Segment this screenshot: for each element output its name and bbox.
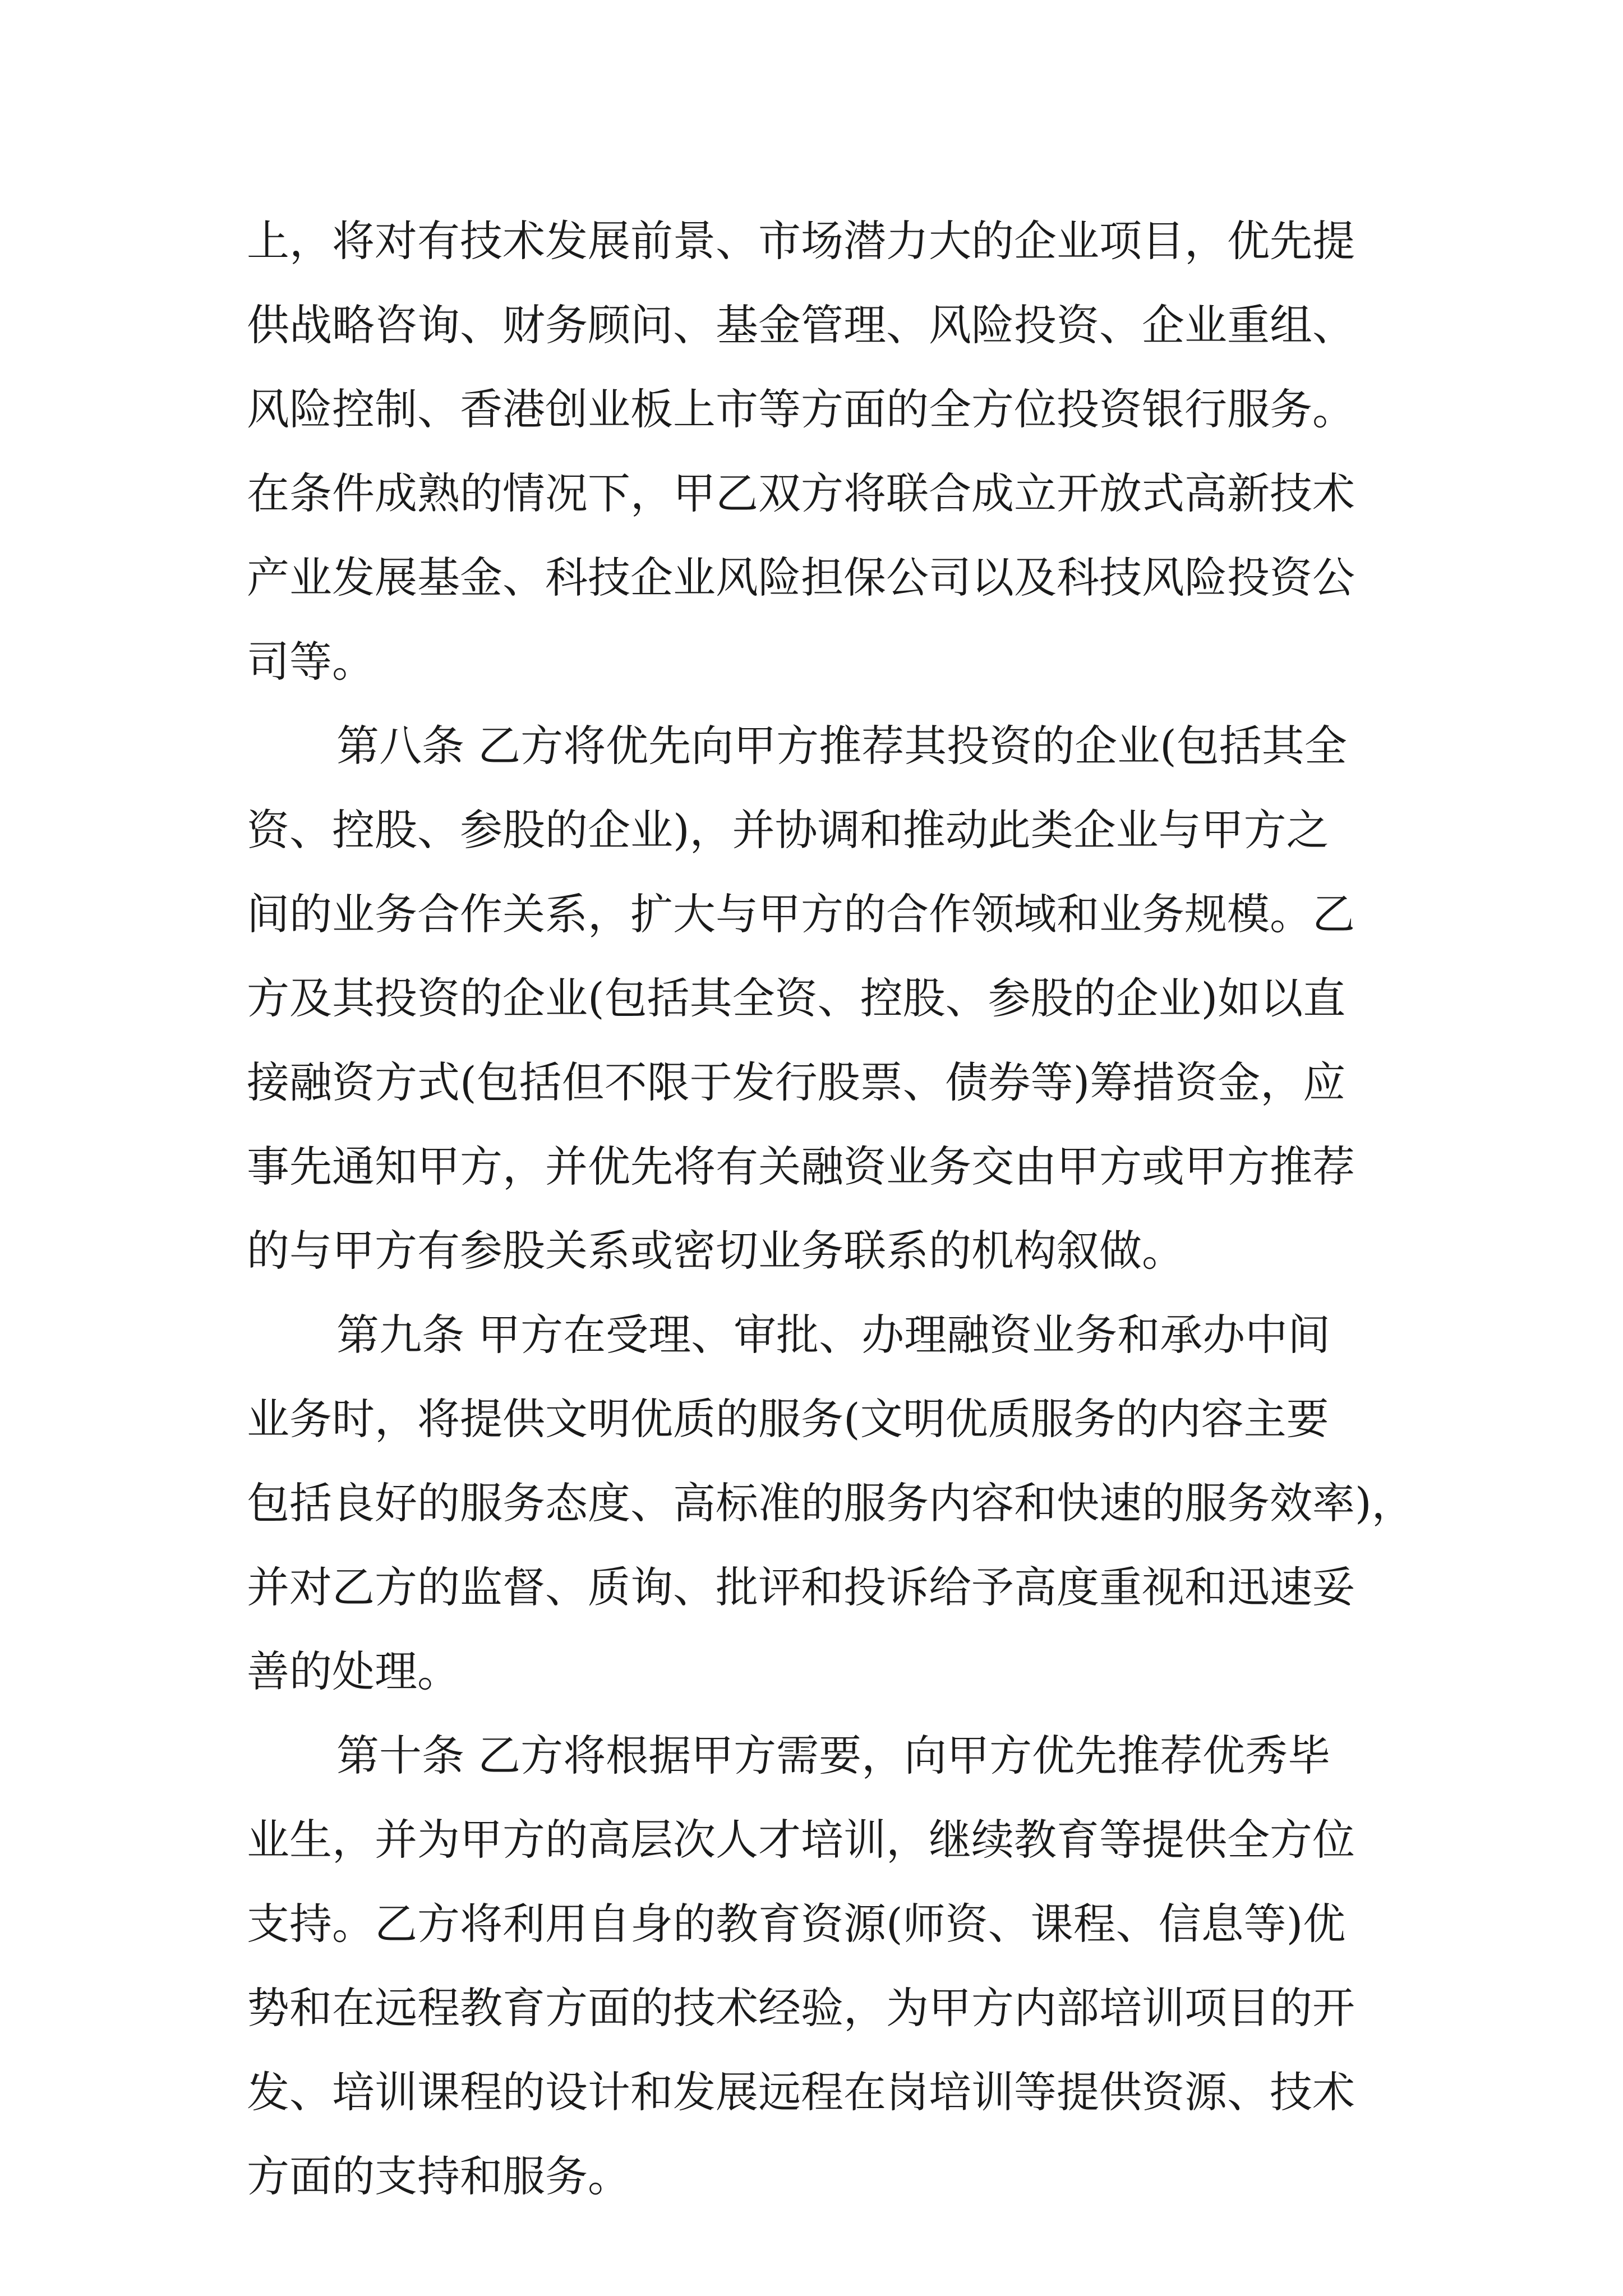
article-10-heading-line: 第十条 乙方将根据甲方需要，向甲方优先推荐优秀毕: [336, 1731, 1331, 1780]
text-line: 并对乙方的监督、质询、批评和投诉给予高度重视和迅速妥: [247, 1562, 1355, 1612]
text-line: 包括良好的服务态度、高标准的服务内容和快速的服务效率)，: [247, 1478, 1414, 1528]
text-line: 产业发展基金、科技企业风险担保公司以及科技风险投资公: [247, 553, 1355, 602]
text-line: 司等。: [247, 637, 375, 687]
text-line: 风险控制、香港创业板上市等方面的全方位投资银行服务。: [247, 384, 1355, 434]
text-line: 善的处理。: [247, 1646, 460, 1696]
text-line: 资、控股、参股的企业)，并协调和推动此类企业与甲方之: [247, 805, 1329, 855]
text-line: 间的业务合作关系，扩大与甲方的合作领域和业务规模。乙: [247, 889, 1355, 939]
article-8-heading-line: 第八条 乙方将优先向甲方推荐其投资的企业(包括其全: [336, 721, 1347, 771]
text-line: 业务时，将提供文明优质的服务(文明优质服务的内容主要: [247, 1394, 1329, 1444]
text-line: 支持。乙方将利用自身的教育资源(师资、课程、信息等)优: [247, 1899, 1346, 1949]
text-line: 在条件成熟的情况下，甲乙双方将联合成立开放式高新技术: [247, 468, 1355, 518]
text-line: 上，将对有技术发展前景、市场潜力大的企业项目，优先提: [247, 216, 1355, 266]
text-line: 的与甲方有参股关系或密切业务联系的机构叙做。: [247, 1226, 1184, 1276]
article-9-heading-line: 第九条 甲方在受理、审批、办理融资业务和承办中间: [336, 1310, 1331, 1360]
text-line: 势和在远程教育方面的技术经验，为甲方内部培训项目的开: [247, 1983, 1355, 2033]
text-line: 事先通知甲方，并优先将有关融资业务交由甲方或甲方推荐: [247, 1142, 1355, 1191]
text-line: 接融资方式(包括但不限于发行股票、债券等)筹措资金，应: [247, 1057, 1346, 1107]
text-line: 供战略咨询、财务顾问、基金管理、风险投资、企业重组、: [247, 300, 1355, 350]
text-line: 方面的支持和服务。: [247, 2151, 630, 2201]
text-line: 业生，并为甲方的高层次人才培训，继续教育等提供全方位: [247, 1815, 1355, 1865]
text-line: 发、培训课程的设计和发展远程在岗培训等提供资源、技术: [247, 2067, 1355, 2117]
text-line: 方及其投资的企业(包括其全资、控股、参股的企业)如以直: [247, 973, 1346, 1023]
